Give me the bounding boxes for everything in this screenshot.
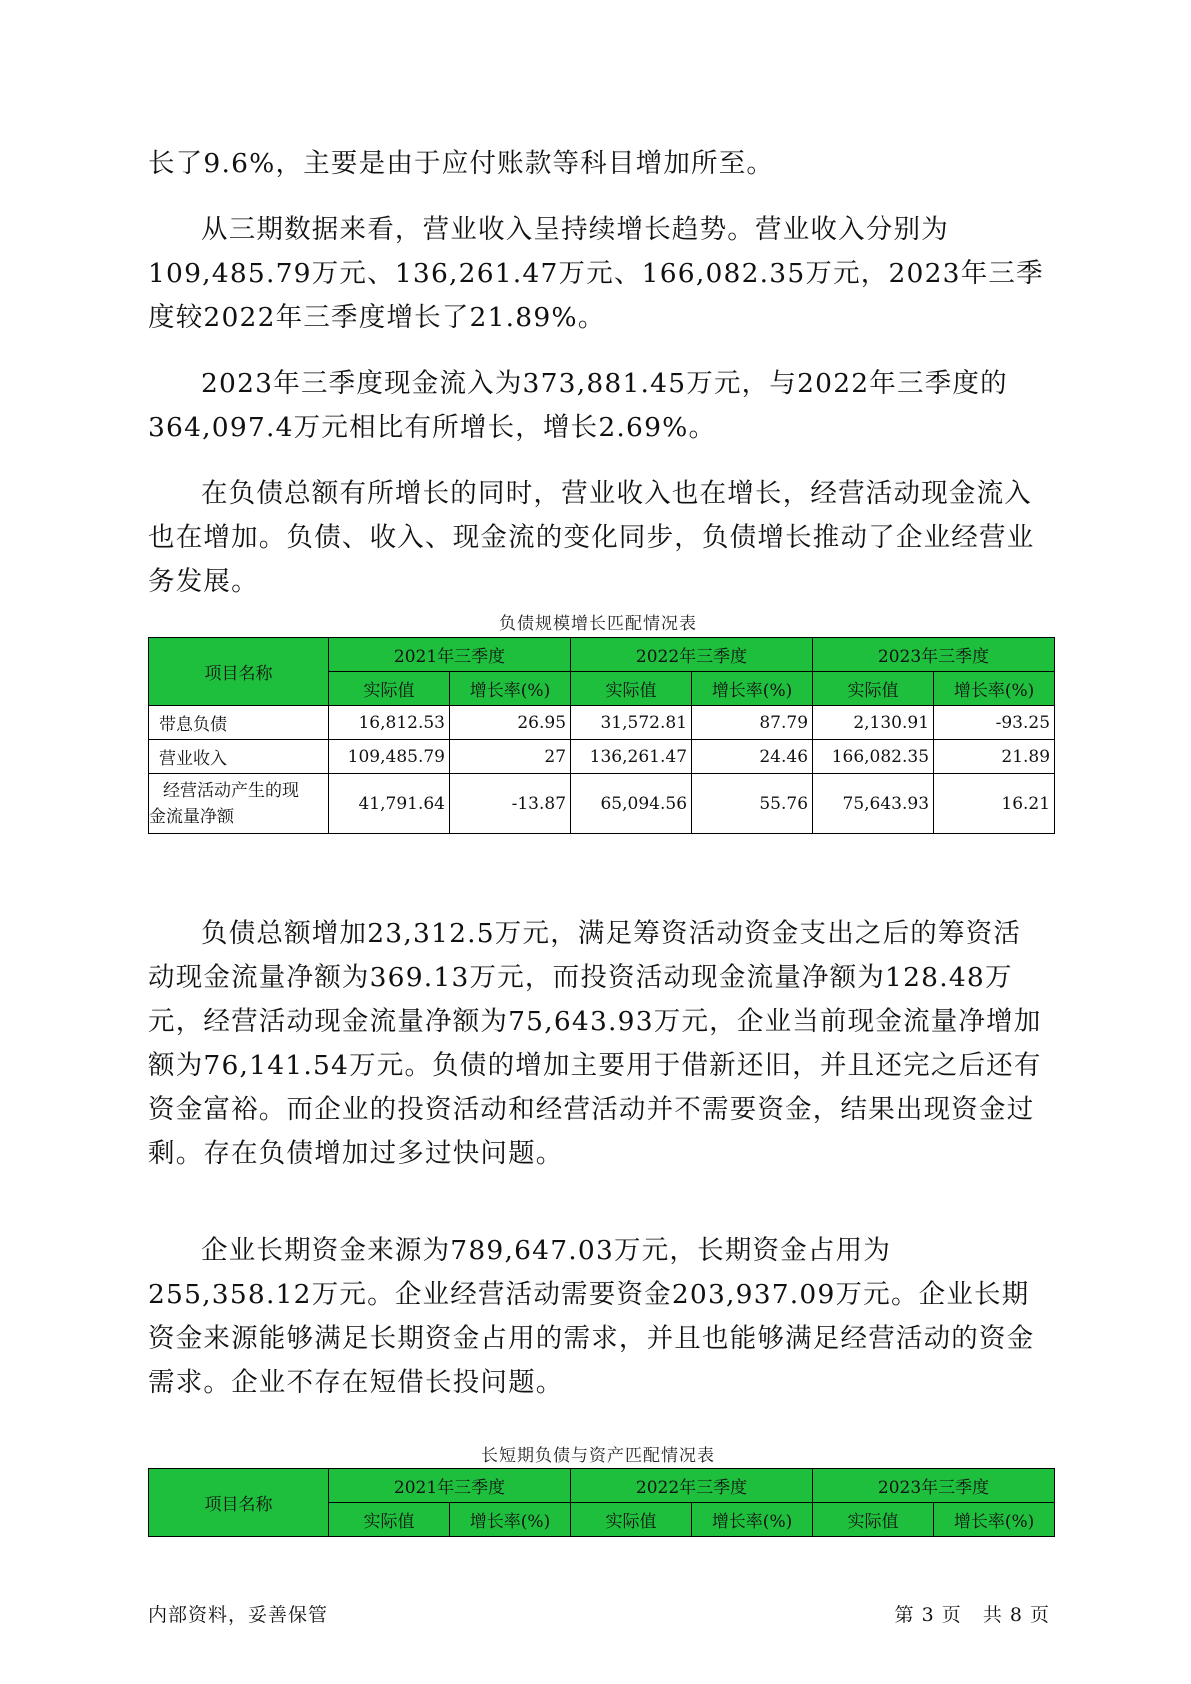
cell-value: 166,082.35 [813, 740, 934, 774]
table-header-row [149, 1469, 1055, 1503]
header-growth: 增长率(%) [692, 1503, 813, 1537]
header-period: 2023年三季度 [813, 1469, 1055, 1503]
row-label-line: 金流量净额 [149, 806, 234, 827]
header-item-name: 项目名称 [149, 638, 329, 706]
cell-value: 41,791.64 [329, 774, 450, 834]
cell-value: 16,812.53 [329, 706, 450, 740]
header-actual: 实际值 [571, 1503, 692, 1537]
cell-value: 55.76 [692, 774, 813, 834]
header-growth: 增长率(%) [450, 672, 571, 706]
paragraph-1: 长了9.6%，主要是由于应付账款等科目增加所至。 [148, 148, 775, 179]
cell-value: 24.46 [692, 740, 813, 774]
table1-caption: 负债规模增长匹配情况表 [499, 614, 697, 634]
cell-value: 16.21 [934, 774, 1055, 834]
footer-left: 内部资料，妥善保管 [148, 1604, 329, 1626]
header-growth: 增长率(%) [692, 672, 813, 706]
cell-value: 27 [450, 740, 571, 774]
table2-caption: 长短期负债与资产匹配情况表 [481, 1446, 715, 1466]
table-header-row [149, 638, 1055, 672]
cell-value: 21.89 [934, 740, 1055, 774]
paragraph-6: 企业长期资金来源为789,647.03万元，长期资金占用为255,358.12万元。企业经营活动需要资金203,937.09万元。企业长期资金来源能够满足长期资金占用的需求，并且也能够满足经营活动的资金需求。企业不存在短借长投问题。 [148, 1235, 1035, 1398]
debt-growth-table [148, 637, 1055, 834]
header-growth: 增长率(%) [934, 1503, 1055, 1537]
cell-value: 136,261.47 [571, 740, 692, 774]
header-item-name: 项目名称 [149, 1469, 329, 1537]
header-period: 2023年三季度 [813, 638, 1055, 672]
paragraph-4: 在负债总额有所增长的同时，营业收入也在增长，经营活动现金流入也在增加。负债、收入、现金流的变化同步，负债增长推动了企业经营业务发展。 [148, 478, 1035, 597]
liability-asset-table [148, 1468, 1055, 1537]
row-label: 带息负债 [149, 706, 329, 740]
header-growth: 增长率(%) [450, 1503, 571, 1537]
cell-value: 65,094.56 [571, 774, 692, 834]
header-actual: 实际值 [813, 672, 934, 706]
footer-page-number: 第 3 页 共 8 页 [894, 1604, 1050, 1626]
header-period: 2022年三季度 [571, 638, 813, 672]
paragraph-3: 2023年三季度现金流入为373,881.45万元，与2022年三季度的364,097.4万元相比有所增长，增长2.69%。 [148, 368, 1008, 443]
table-row [149, 740, 1055, 774]
row-label-line: 经营活动产生的现 [163, 780, 299, 801]
table-row [149, 774, 1055, 834]
table-row [149, 706, 1055, 740]
cell-value: 26.95 [450, 706, 571, 740]
header-actual: 实际值 [329, 1503, 450, 1537]
cell-value: -93.25 [934, 706, 1055, 740]
paragraph-2: 从三期数据来看，营业收入呈持续增长趋势。营业收入分别为109,485.79万元、136,261.47万元、166,082.35万元，2023年三季度较2022年三季度增长了21.89%。 [148, 214, 1044, 333]
header-actual: 实际值 [813, 1503, 934, 1537]
cell-value: 109,485.79 [329, 740, 450, 774]
header-actual: 实际值 [329, 672, 450, 706]
cell-value: 2,130.91 [813, 706, 934, 740]
header-period: 2021年三季度 [329, 638, 571, 672]
cell-value: -13.87 [450, 774, 571, 834]
header-period: 2021年三季度 [329, 1469, 571, 1503]
row-label [149, 774, 329, 834]
row-label: 营业收入 [149, 740, 329, 774]
header-actual: 实际值 [571, 672, 692, 706]
cell-value: 87.79 [692, 706, 813, 740]
paragraph-5: 负债总额增加23,312.5万元，满足筹资活动资金支出之后的筹资活动现金流量净额为369.13万元，而投资活动现金流量净额为128.48万元，经营活动现金流量净额为75,643.93万元，企业当前现金流量净增加额为76,141.54万元。负债的增加主要用于借新还旧，并且还完之后还有资金富裕。而企业的投资活动和经营活动并不需要资金，结果出现资金过剩。存在负债增加过多过快问题。 [148, 918, 1042, 1169]
cell-value: 75,643.93 [813, 774, 934, 834]
header-period: 2022年三季度 [571, 1469, 813, 1503]
header-growth: 增长率(%) [934, 672, 1055, 706]
cell-value: 31,572.81 [571, 706, 692, 740]
